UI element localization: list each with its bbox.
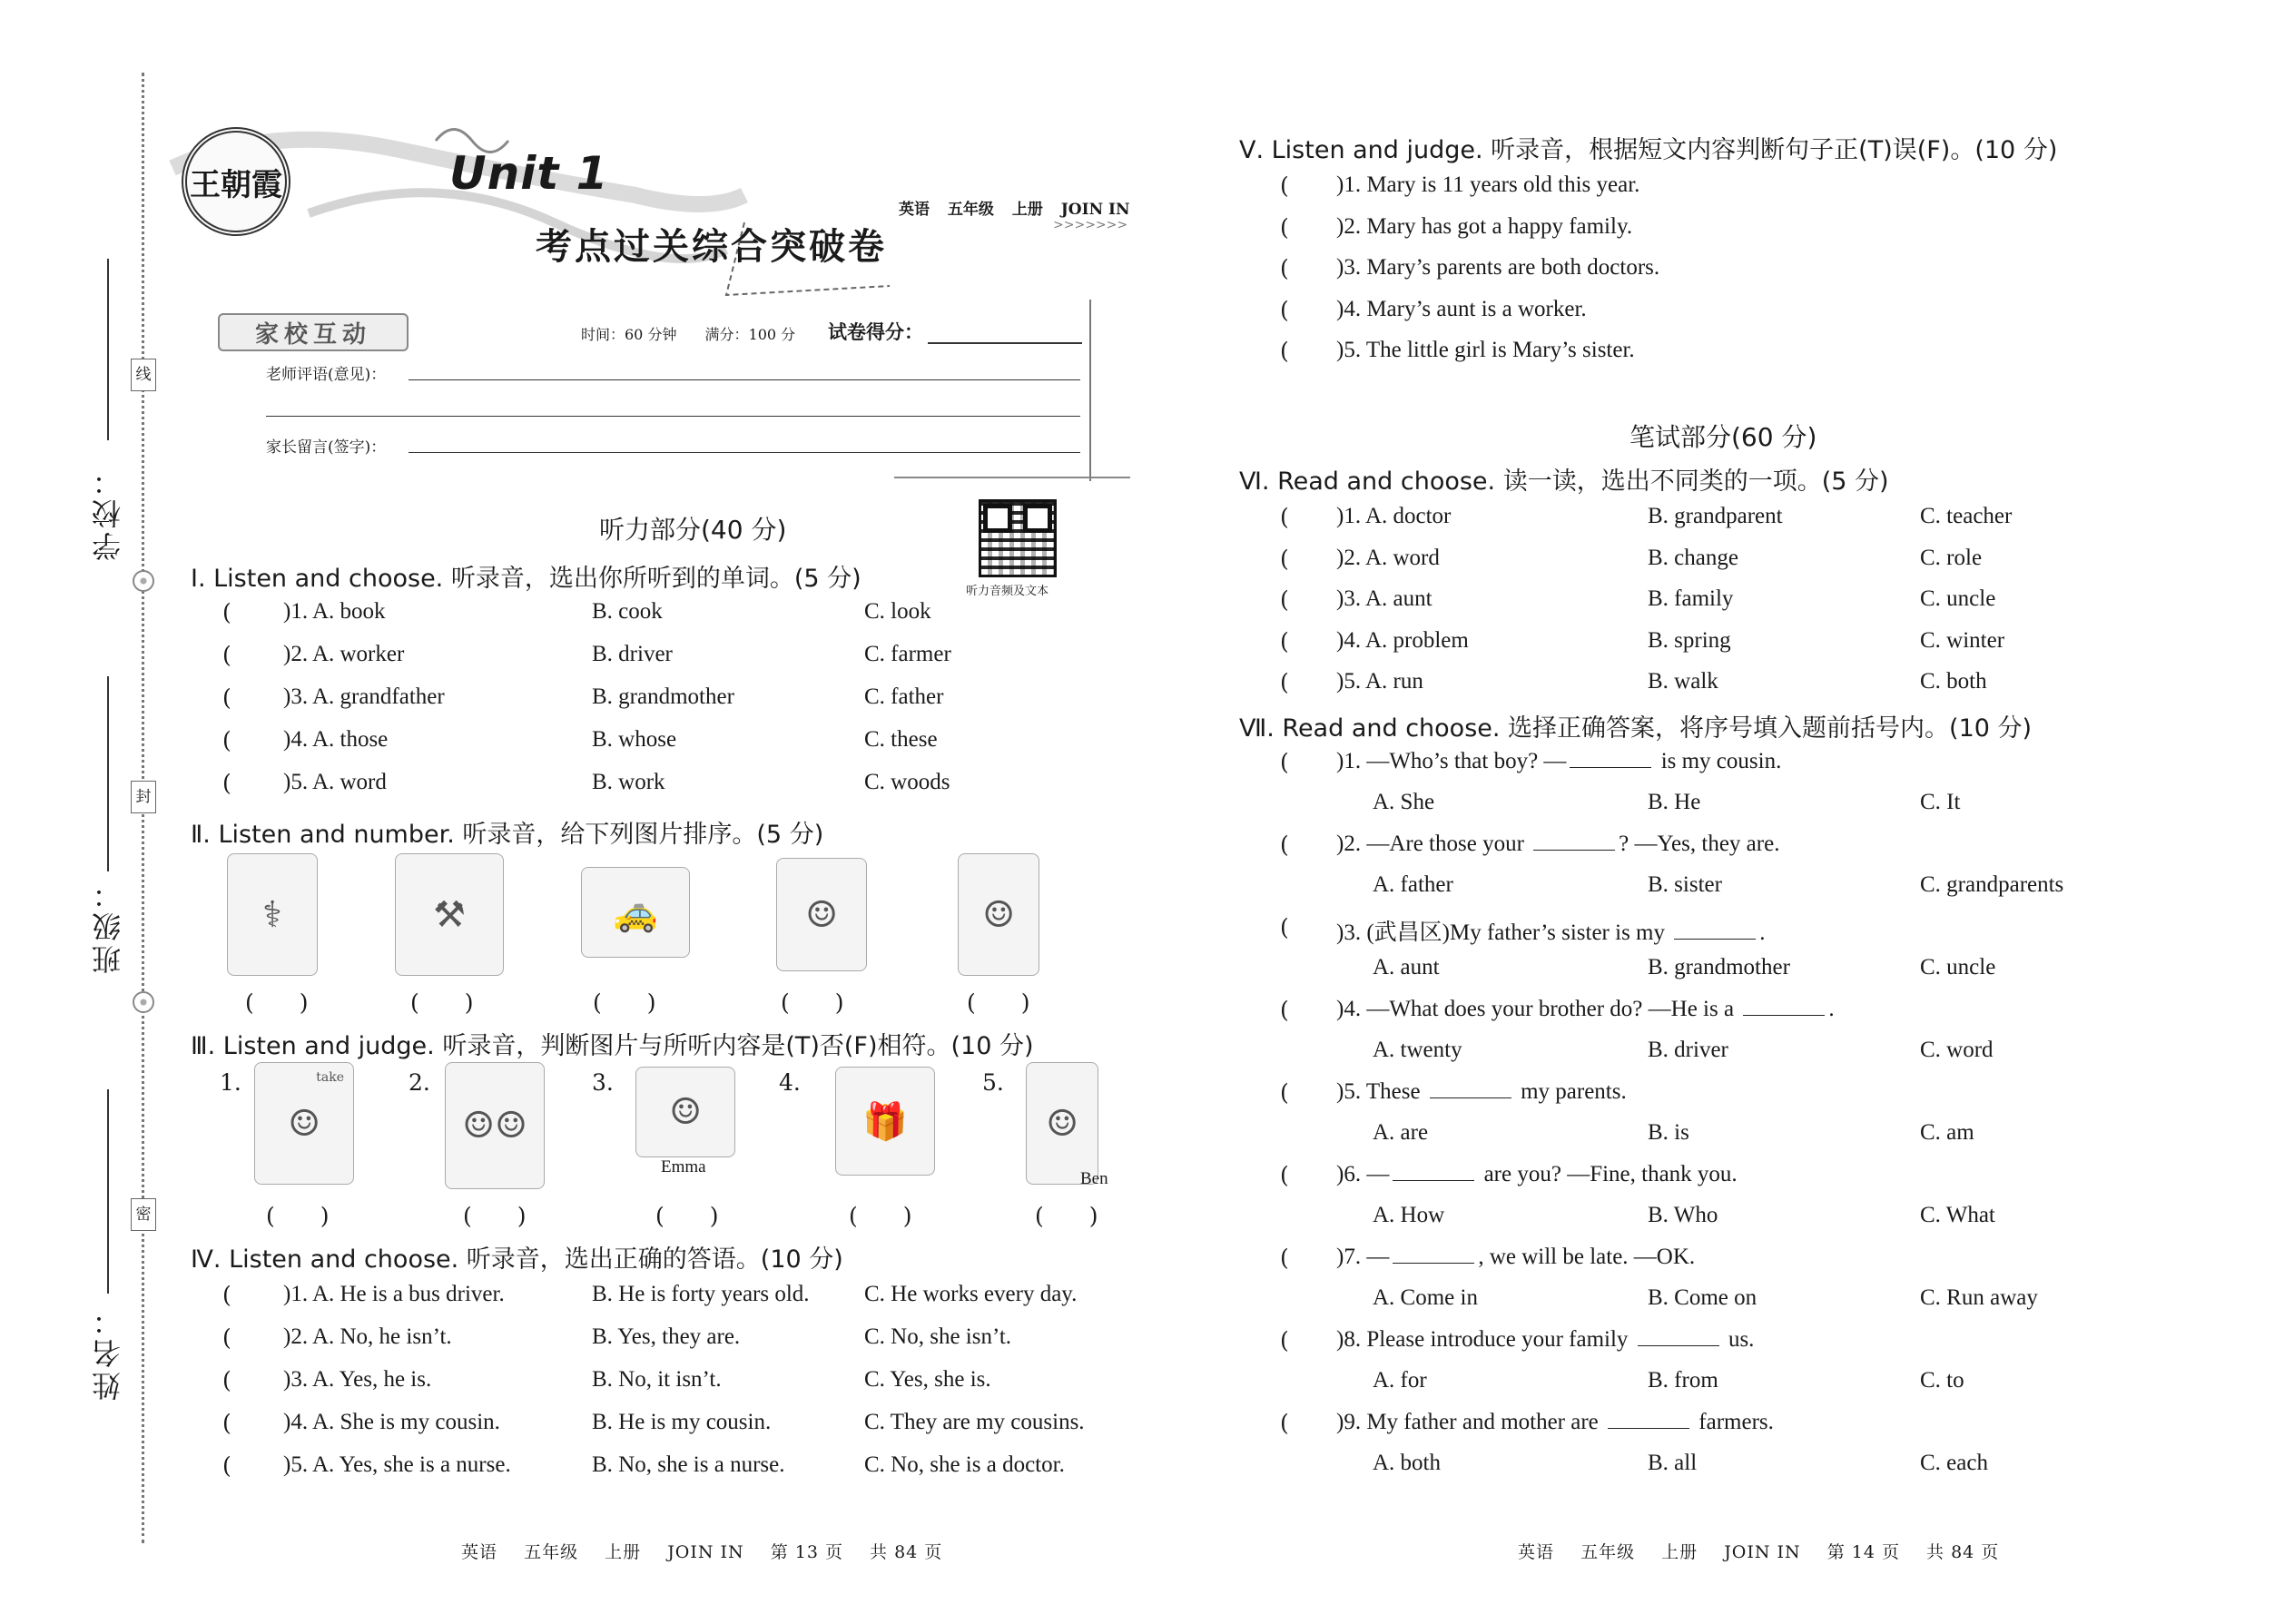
- question-stem-pre: )8. Please introduce your family: [1336, 1327, 1634, 1352]
- question-option-b: B. grandparent: [1648, 504, 1783, 528]
- section-7-heading: Ⅶ. Read and choose. 选择正确答案，将序号填入题前括号内。(10 分): [1239, 714, 2033, 743]
- binding-hole-icon: [133, 991, 154, 1013]
- answer-paren[interactable]: (: [1280, 1079, 1289, 1106]
- answer-paren[interactable]: ( ): [781, 989, 844, 1016]
- question-option-a: A. both: [1373, 1451, 1441, 1475]
- answer-paren[interactable]: (: [1280, 1162, 1289, 1188]
- footer-text: 上册: [605, 1542, 642, 1562]
- binding-strip: [0, 0, 159, 1624]
- class-field[interactable]: [107, 676, 109, 871]
- answer-paren[interactable]: ( ): [593, 989, 656, 1016]
- board-word: take: [316, 1070, 344, 1085]
- answer-paren[interactable]: (: [1280, 545, 1289, 572]
- logo-text: 王朝霞: [190, 166, 282, 203]
- question-option-a: )2. A. word: [1336, 545, 1440, 570]
- answer-paren[interactable]: ( ): [266, 1203, 330, 1229]
- answer-blank[interactable]: [1608, 1428, 1689, 1429]
- binding-hole-icon: [133, 570, 154, 592]
- question-option-a: )3. A. grandfather: [283, 684, 445, 709]
- school-label: 学校：: [91, 463, 125, 561]
- question-stem-post: , we will be late. —OK.: [1478, 1245, 1696, 1269]
- question-stem-pre: )4. —What does your brother do? —He is a: [1336, 997, 1740, 1021]
- gift-box-picture: 🎁: [835, 1067, 935, 1176]
- class-label: 班级：: [91, 876, 125, 974]
- question-option-a: A. for: [1373, 1368, 1427, 1393]
- book-tag-grade: 五年级: [947, 201, 994, 219]
- answer-paren[interactable]: (: [222, 642, 231, 668]
- parent-comment-field[interactable]: [409, 452, 1080, 453]
- taxi-picture: 🚕: [581, 867, 690, 958]
- footer-text: JOIN IN: [1724, 1542, 1801, 1562]
- answer-paren[interactable]: (: [1280, 832, 1289, 858]
- question-option-c: C. grandparents: [1920, 872, 2064, 897]
- question-option-a: A. father: [1373, 872, 1453, 897]
- name-ben: Ben: [1080, 1169, 1108, 1188]
- footer-text: 英语: [461, 1542, 498, 1562]
- question-option-a: A. aunt: [1373, 955, 1440, 979]
- question-option-c: C. They are my cousins.: [864, 1410, 1085, 1434]
- judge-statement: )2. Mary has got a happy family.: [1336, 213, 1633, 239]
- question-option-c: C. What: [1920, 1203, 1995, 1227]
- answer-paren[interactable]: (: [222, 1367, 231, 1393]
- question-option-a: )5. A. word: [283, 770, 387, 794]
- question-option-a: A. How: [1373, 1203, 1445, 1227]
- section-2-heading: Ⅱ. Listen and number. 听录音，给下列图片排序。(5 分): [191, 821, 824, 849]
- question-stem: [1336, 1245, 1695, 1270]
- book-tags: [899, 196, 1143, 219]
- seal-xian: 线: [131, 359, 156, 391]
- footer-page-total: 共 84 页: [1926, 1542, 2000, 1562]
- question-option-b: B. driver: [1648, 1038, 1728, 1062]
- teacher-comment-label: 老师评语(意见)：: [266, 366, 387, 384]
- question-option-a: )1. A. book: [283, 599, 386, 624]
- question-stem-post: .: [1828, 997, 1835, 1021]
- question-option-b: B. No, it isn’t.: [592, 1367, 722, 1392]
- section-5-heading: Ⅴ. Listen and judge. 听录音，根据短文内容判断句子正(T)误(F)。(10 分): [1239, 136, 2058, 164]
- question-option-c: C. father: [864, 684, 944, 709]
- section-1-heading: Ⅰ. Listen and choose. 听录音，选出你所听到的单词。(5 分): [191, 565, 861, 593]
- question-option-c: C. No, she isn’t.: [864, 1324, 1012, 1349]
- question-option-b: B. work: [592, 770, 665, 794]
- question-option-b: B. family: [1648, 586, 1734, 611]
- footer-page-total: 共 84 页: [870, 1542, 943, 1562]
- question-option-c: C. word: [1920, 1038, 1994, 1062]
- question-stem: [1336, 1410, 1774, 1435]
- answer-blank[interactable]: [1393, 1180, 1474, 1181]
- question-stem-pre: )3. (武昌区)My father’s sister is my: [1336, 920, 1671, 945]
- footer-text: JOIN IN: [667, 1542, 744, 1562]
- test-meta: [581, 323, 819, 344]
- question-option-b: B. whose: [592, 727, 677, 752]
- worker-picture: ⚒: [395, 853, 504, 976]
- judge-statement: )1. Mary is 11 years old this year.: [1336, 172, 1640, 197]
- footer-right: [1518, 1539, 2019, 1563]
- question-option-a: )5. A. run: [1336, 669, 1423, 694]
- question-option-a: A. are: [1373, 1120, 1429, 1145]
- question-option-a: )4. A. problem: [1336, 627, 1469, 653]
- question-option-c: C. these: [864, 727, 938, 752]
- judge-statement: )4. Mary’s aunt is a worker.: [1336, 296, 1587, 321]
- teacher-comment-field-2[interactable]: [266, 416, 1080, 417]
- answer-paren[interactable]: (: [222, 727, 231, 753]
- answer-paren[interactable]: (: [1280, 914, 1289, 940]
- frame-line: [894, 477, 1130, 478]
- question-stem-post: my parents.: [1514, 1079, 1627, 1104]
- writing-part-title: 笔试部分(60 分): [1629, 422, 1817, 452]
- answer-paren[interactable]: ( ): [245, 989, 309, 1016]
- answer-paren[interactable]: (: [1280, 255, 1289, 281]
- question-stem-pre: )7. —: [1336, 1245, 1390, 1269]
- question-stem: [1336, 1162, 1738, 1187]
- question-stem-pre: )5. These: [1336, 1079, 1426, 1104]
- item-number: 1.: [220, 1069, 241, 1096]
- question-option-c: C. look: [864, 599, 931, 624]
- question-stem-post: ? —Yes, they are.: [1619, 832, 1780, 856]
- name-label: 姓名：: [91, 1303, 125, 1401]
- question-option-b: B. No, she is a nurse.: [592, 1452, 785, 1477]
- answer-paren[interactable]: (: [222, 1282, 231, 1308]
- unit-title: Unit 1: [449, 147, 609, 200]
- question-option-c: C. role: [1920, 545, 1983, 570]
- section-4-heading: Ⅳ. Listen and choose. 听录音，选出正确的答语。(10 分): [191, 1245, 843, 1274]
- question-option-c: C. winter: [1920, 627, 2005, 653]
- answer-paren[interactable]: (: [1280, 172, 1289, 199]
- question-option-b: B. change: [1648, 545, 1738, 570]
- answer-paren[interactable]: ( ): [410, 989, 474, 1016]
- judge-statement: )3. Mary’s parents are both doctors.: [1336, 255, 1660, 280]
- question-stem-post: .: [1759, 920, 1766, 945]
- answer-paren[interactable]: (: [1280, 586, 1289, 613]
- qr-code-icon[interactable]: [979, 499, 1057, 577]
- question-stem: [1336, 832, 1779, 857]
- question-option-c: C. both: [1920, 669, 1987, 694]
- answer-blank[interactable]: [1638, 1345, 1719, 1346]
- answer-paren[interactable]: (: [1280, 504, 1289, 530]
- section-3-heading: Ⅲ. Listen and judge. 听录音，判断图片与所听内容是(T)否(F)相符。(10 分): [191, 1032, 1034, 1060]
- footer-page-number: 第 13 页: [770, 1542, 843, 1562]
- answer-paren[interactable]: ( ): [849, 1203, 912, 1229]
- answer-paren[interactable]: (: [1280, 669, 1289, 695]
- item-number: 4.: [779, 1069, 801, 1096]
- question-option-a: )5. A. Yes, she is a nurse.: [283, 1452, 511, 1477]
- name-field[interactable]: [107, 1089, 109, 1294]
- answer-blank[interactable]: [1533, 850, 1615, 851]
- answer-paren[interactable]: (: [222, 770, 231, 796]
- question-option-b: B. all: [1648, 1451, 1698, 1475]
- question-stem-post: are you? —Fine, thank you.: [1478, 1162, 1738, 1186]
- answer-paren[interactable]: (: [222, 1452, 231, 1479]
- book-tag-series: JOIN IN: [1060, 201, 1130, 219]
- question-option-c: C. teacher: [1920, 504, 2013, 528]
- school-field[interactable]: [107, 259, 109, 440]
- question-stem-post: farmers.: [1693, 1410, 1774, 1434]
- question-stem: [1336, 997, 1835, 1022]
- footer-text: 五年级: [524, 1542, 579, 1562]
- answer-blank[interactable]: [1430, 1097, 1511, 1098]
- footer-text: 五年级: [1580, 1542, 1636, 1562]
- book-tag-subject: 英语: [899, 201, 930, 219]
- section-6-heading: Ⅵ. Read and choose. 读一读，选出不同类的一项。(5 分): [1239, 468, 1889, 496]
- question-option-a: )4. A. She is my cousin.: [283, 1410, 500, 1434]
- girl-emma-picture: ☺: [635, 1067, 735, 1157]
- question-option-c: C. uncle: [1920, 955, 1996, 979]
- question-option-c: C. farmer: [864, 642, 951, 666]
- answer-blank[interactable]: [1393, 1263, 1474, 1264]
- question-stem-post: us.: [1722, 1327, 1755, 1352]
- question-option-c: C. woods: [864, 770, 950, 794]
- footer-left: [461, 1539, 962, 1563]
- name-emma: Emma: [661, 1157, 706, 1176]
- question-stem-post: is my cousin.: [1655, 749, 1782, 773]
- answer-paren[interactable]: (: [1280, 997, 1289, 1023]
- question-stem: [1336, 1079, 1627, 1105]
- question-option-c: C. No, she is a doctor.: [864, 1452, 1065, 1477]
- question-stem: [1336, 1327, 1754, 1353]
- teacher-comment-field[interactable]: [409, 379, 1080, 380]
- question-stem-pre: )6. —: [1336, 1162, 1390, 1186]
- question-option-c: C. am: [1920, 1120, 1974, 1145]
- answer-blank[interactable]: [1743, 1015, 1825, 1016]
- frame-line: [1089, 300, 1091, 481]
- question-stem-pre: )1. —Who’s that boy? —: [1336, 749, 1567, 773]
- question-stem: [1336, 749, 1781, 774]
- listening-part-title: 听力部分(40 分): [599, 515, 787, 545]
- question-option-c: C. It: [1920, 790, 1961, 814]
- question-option-a: )1. A. He is a bus driver.: [283, 1282, 505, 1306]
- question-option-b: B. from: [1648, 1368, 1718, 1393]
- answer-blank[interactable]: [1570, 767, 1651, 768]
- question-option-a: )2. A. worker: [283, 642, 405, 666]
- question-option-b: B. Who: [1648, 1203, 1718, 1227]
- footer-text: 英语: [1518, 1542, 1555, 1562]
- question-option-c: C. Run away: [1920, 1285, 2038, 1310]
- question-option-b: B. is: [1648, 1120, 1689, 1145]
- question-option-a: )3. A. Yes, he is.: [283, 1367, 432, 1392]
- question-option-b: B. grandmother: [1648, 955, 1790, 979]
- parent-comment-label: 家长留言(签字)：: [266, 438, 387, 457]
- answer-paren[interactable]: (: [1280, 749, 1289, 775]
- answer-paren[interactable]: (: [222, 1324, 231, 1351]
- answer-paren[interactable]: (: [1280, 1327, 1289, 1353]
- publisher-logo: [182, 127, 290, 236]
- answer-blank[interactable]: [1674, 939, 1756, 940]
- question-option-a: )1. A. doctor: [1336, 504, 1452, 528]
- nurse-picture: ⚕: [227, 853, 318, 976]
- question-stem: [1336, 914, 1766, 947]
- question-option-c: C. He works every day.: [864, 1282, 1078, 1306]
- answer-paren[interactable]: ( ): [463, 1203, 527, 1229]
- answer-paren[interactable]: ( ): [1035, 1203, 1098, 1229]
- seal-feng: 封: [131, 781, 156, 813]
- question-option-b: B. walk: [1648, 669, 1718, 694]
- item-number: 5.: [982, 1069, 1004, 1096]
- question-option-c: C. to: [1920, 1368, 1964, 1393]
- answer-paren[interactable]: (: [1280, 1410, 1289, 1436]
- question-option-b: B. grandmother: [592, 684, 734, 709]
- question-option-b: B. Yes, they are.: [592, 1324, 741, 1349]
- full-score: 满分：100 分: [704, 326, 796, 343]
- question-option-c: C. each: [1920, 1451, 1988, 1475]
- teacher-at-board-picture: take ☺: [254, 1062, 354, 1185]
- farmer-picture: ☺: [776, 858, 867, 971]
- boy-ben-picture: ☺: [1026, 1062, 1098, 1185]
- book-tag-volume: 上册: [1011, 201, 1043, 219]
- score-label: 试卷得分：: [828, 320, 923, 343]
- question-option-b: B. cook: [592, 599, 663, 624]
- question-option-b: B. He is my cousin.: [592, 1410, 772, 1434]
- question-stem-pre: )2. —Are those your: [1336, 832, 1531, 856]
- item-number: 3.: [592, 1069, 614, 1096]
- answer-paren[interactable]: (: [222, 599, 231, 625]
- question-option-c: C. Yes, she is.: [864, 1367, 991, 1392]
- footer-page-number: 第 14 页: [1826, 1542, 1900, 1562]
- answer-paren[interactable]: (: [222, 684, 231, 711]
- answer-paren[interactable]: ( ): [967, 989, 1030, 1016]
- teacher-picture: ☺: [958, 853, 1039, 976]
- seal-mi: 密: [131, 1198, 156, 1231]
- couple-picture: ☺☺: [445, 1062, 545, 1189]
- question-option-a: )2. A. No, he isn’t.: [283, 1324, 452, 1349]
- answer-paren[interactable]: (: [1280, 1245, 1289, 1271]
- item-number: 2.: [409, 1069, 430, 1096]
- question-option-a: A. twenty: [1373, 1038, 1462, 1062]
- answer-paren[interactable]: (: [1280, 213, 1289, 241]
- question-option-b: B. He is forty years old.: [592, 1282, 810, 1306]
- answer-paren[interactable]: (: [222, 1410, 231, 1436]
- time-limit: 时间：60 分钟: [581, 326, 677, 343]
- question-option-a: A. She: [1373, 790, 1435, 814]
- question-option-a: )4. A. those: [283, 727, 389, 752]
- chevron-decoration-icon: >>>>>>>: [1053, 218, 1128, 232]
- question-stem-pre: )9. My father and mother are: [1336, 1410, 1605, 1434]
- question-option-b: B. Come on: [1648, 1285, 1757, 1310]
- question-option-b: B. sister: [1648, 872, 1722, 897]
- judge-statement: )5. The little girl is Mary’s sister.: [1336, 338, 1635, 362]
- answer-paren[interactable]: (: [1280, 338, 1289, 364]
- home-school-badge: 家校互动: [218, 313, 409, 351]
- question-option-c: C. uncle: [1920, 586, 1996, 611]
- qr-caption: 听力音频及文本: [966, 585, 1049, 598]
- answer-paren[interactable]: (: [1280, 627, 1289, 655]
- question-option-b: B. spring: [1648, 627, 1731, 653]
- score-field[interactable]: [928, 342, 1082, 344]
- test-title: 考点过关综合突破卷: [536, 225, 887, 268]
- question-option-b: B. driver: [592, 642, 673, 666]
- question-option-a: A. Come in: [1373, 1285, 1478, 1310]
- answer-paren[interactable]: ( ): [655, 1203, 719, 1229]
- footer-text: 上册: [1661, 1542, 1698, 1562]
- answer-paren[interactable]: (: [1280, 296, 1289, 323]
- question-option-b: B. He: [1648, 790, 1701, 814]
- question-option-a: )3. A. aunt: [1336, 586, 1433, 611]
